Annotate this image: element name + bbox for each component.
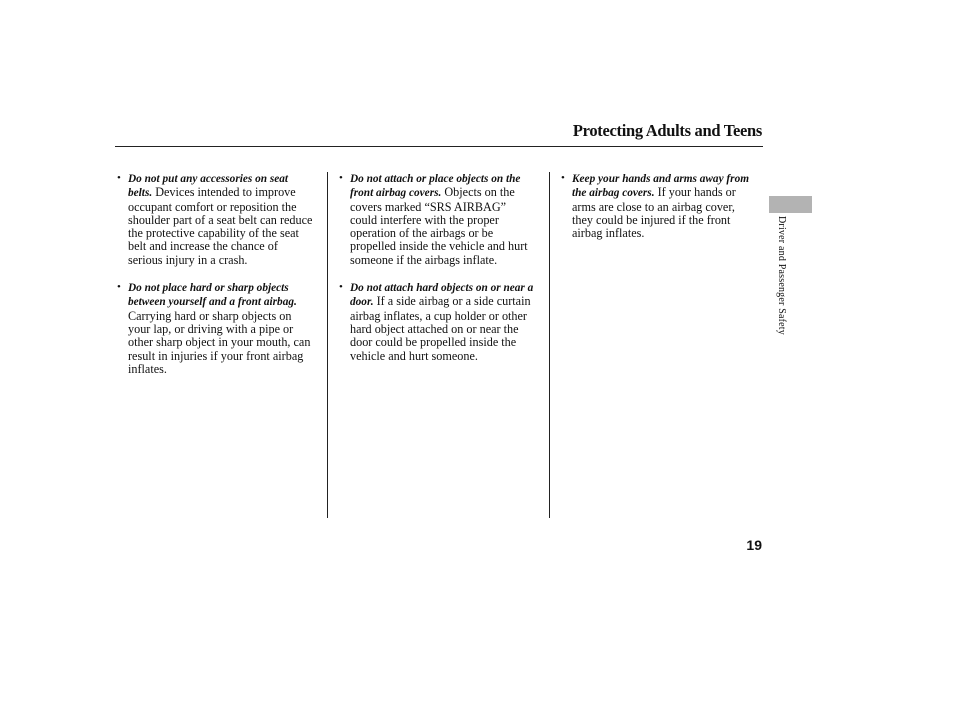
column-divider — [327, 172, 328, 518]
bullet-item — [561, 172, 757, 240]
item-text: Objects on the covers marked “SRS AIRBAG” could interfere with the proper operation of the airbags or be propelled inside the vehicle and hurt someone if the airbags inflate. — [350, 185, 528, 267]
bullet-icon: • — [339, 172, 343, 184]
bullet-item — [117, 172, 313, 267]
title-divider — [115, 146, 763, 147]
item-lead: Do not put any accessories on seat belts. — [128, 173, 289, 200]
bullet-icon: • — [561, 172, 565, 184]
bullet-item — [339, 281, 535, 363]
column-1 — [117, 172, 313, 390]
section-label: Driver and Passenger Safety — [776, 216, 787, 335]
page-title: Protecting Adults and Teens — [572, 121, 762, 140]
section-tab — [769, 196, 812, 213]
item-text: If a side airbag or a side curtain airbag inflates, a cup holder or other hard object attached on or near the door could be propelled inside the vehicle and hurt someone. — [350, 294, 531, 363]
item-text: If your hands or arms are close to an airbag cover, they could be injured if the front airbag inflates. — [572, 185, 736, 241]
column-3 — [561, 172, 757, 254]
item-lead: Do not attach or place objects on the front airbag covers. — [350, 173, 521, 200]
bullet-item — [117, 281, 313, 376]
bullet-icon: • — [339, 281, 343, 294]
item-lead: Do not attach hard objects on or near a door. — [350, 282, 534, 309]
column-2 — [339, 172, 535, 377]
column-divider — [549, 172, 550, 518]
bullet-item — [339, 172, 535, 267]
page-number: 19 — [746, 537, 762, 553]
item-text: Devices intended to improve occupant comfort or reposition the shoulder part of a seat belt can reduce the protective capability of the seat belt and increase the chance of serious injury in a crash. — [128, 185, 313, 267]
item-lead: Do not place hard or sharp objects between yourself and a front airbag. — [128, 282, 297, 309]
item-text: Carrying hard or sharp objects on your lap, or driving with a pipe or other sharp object in your mouth, can result in injuries if your front airbag inflates. — [128, 308, 311, 376]
item-lead: Keep your hands and arms away from the airbag covers. — [572, 173, 750, 200]
bullet-icon: • — [117, 172, 121, 184]
bullet-icon: • — [117, 281, 121, 294]
